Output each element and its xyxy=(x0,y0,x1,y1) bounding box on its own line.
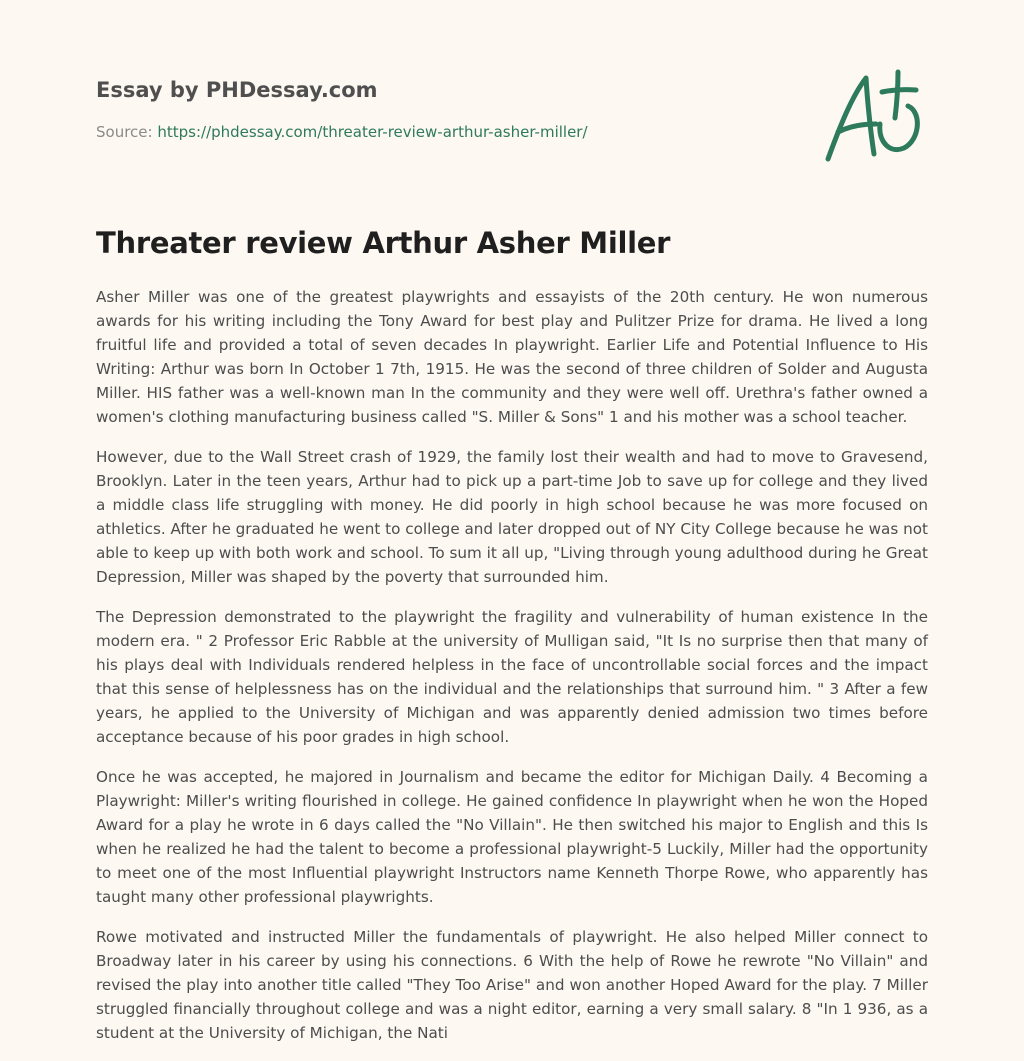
source-line xyxy=(96,122,796,142)
essay-body xyxy=(96,285,928,1061)
source-link[interactable]: https://phdessay.com/threater-review-arthur-asher-miller/ xyxy=(157,123,588,141)
essay-paragraph: The Depression demonstrated to the playwright the fragility and vulnerability of human existence In the modern era. " 2 Professor Eric Rabble at the university of Mulligan said, "It Is no surprise then that many of his plays deal with Individuals rendered helpless in the face of uncontrollable social forces and the impact that this sense of helplessness has on the individual and the relationships that surround him. " 3 After a few years, he applied to the University of Michigan and was apparently denied admission two times before acceptance because of his poor grades in high school. xyxy=(96,608,928,746)
essay-paragraph: Once he was accepted, he majored in Journalism and became the editor for Michigan Daily. 4 Becoming a Playwright: Miller's writing flourished in college. He gained confidence In playwright when he won the Hoped Award for a play he wrote in 6 days called the "No Villain". He then switched his major to English and this Is when he realized he had the talent to become a professional playwright-5 Luckily, Miller had the opportunity to meet one of the most Influential playwright Instructors name Kenneth Thorpe Rowe, who apparently has taught many other professional playwrights. xyxy=(96,768,928,906)
site-brand: Essay by PHDessay.com xyxy=(96,78,378,102)
essay-paragraph: Asher Miller was one of the greatest playwrights and essayists of the 20th century. He won numerous awards for his writing including the Tony Award for best play and Pulitzer Prize for drama. He lived a long fruitful life and provided a total of seven decades In playwright. Earlier Life and Potential Influence to His Writing: Arthur was born In October 1 7th, 1915. He was the second of three children of Solder and Augusta Miller. HIS father was a well-known man In the community and they were well off. Urethra's father owned a women's clothing manufacturing business called "S. Miller & Sons" 1 and his mother was a school teacher. xyxy=(96,288,928,426)
essay-paragraph: Rowe motivated and instructed Miller the fundamentals of playwright. He also helped Miller connect to Broadway later in his career by using his connections. 6 With the help of Rowe he rewrote "No Villain" and revised the play into another title called "They Too Arise" and won another Hoped Award for the play. 7 Miller struggled financially throughout college and was a night editor, earning a very small salary. 8 "In 1 936, as a student at the University of Michigan, the Nati xyxy=(96,928,928,1042)
essay-header xyxy=(96,78,796,142)
essay-paragraph: However, due to the Wall Street crash of 1929, the family lost their wealth and had to move to Gravesend, Brooklyn. Later in the teen years, Arthur had to pick up a part-time Job to save up for college and they lived a middle class life struggling with money. He did poorly in high school because he was more focused on athletics. After he graduated he went to college and later dropped out of NY City College because he was not able to keep up with both work and school. To sum it all up, "Living through young adulthood during he Great Depression, Miller was shaped by the poverty that surrounded him. xyxy=(96,448,928,586)
source-label: Source: xyxy=(96,123,153,141)
a-plus-logo-icon xyxy=(820,66,930,166)
essay-title: Threater review Arthur Asher Miller xyxy=(96,226,671,260)
